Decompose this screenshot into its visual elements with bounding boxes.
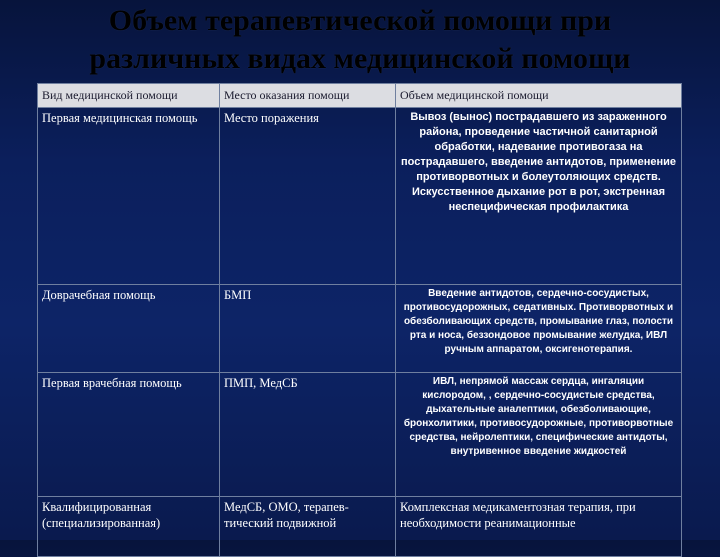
header-care-scope: Объем медицинской помощи	[396, 84, 682, 108]
cell-care-place: МедСБ, ОМО, терапев-тический подвижной	[220, 497, 396, 557]
title-line-1: Объем терапевтической помощи при	[108, 4, 612, 37]
cell-care-place: ПМП, МедСБ	[220, 373, 396, 497]
cell-care-scope: Комплексная медикаментозная терапия, при необходимости реанимационные	[396, 497, 682, 557]
cell-care-type: Первая медицинская помощь	[38, 108, 220, 285]
table-header-row	[38, 84, 682, 108]
cell-care-scope: Вывоз (вынос) пострадавшего из зараженного района, проведение частичной санитарной обработки, надевание противогаза на пострадавшего, введение антидотов, применение противорвотных и болеутоляющих средств. Искусственное дыхание рот в рот, экстренная неспецифическая профилактика	[396, 108, 682, 285]
table-row	[38, 373, 682, 497]
cell-care-place: Место поражения	[220, 108, 396, 285]
table-row	[38, 497, 682, 557]
header-care-place: Место оказания помощи	[220, 84, 396, 108]
cell-care-type: Квалифицированная (специализированная)	[38, 497, 220, 557]
slide-title	[0, 2, 720, 78]
table-row	[38, 285, 682, 373]
table-row	[38, 108, 682, 285]
medical-care-table	[37, 83, 682, 557]
title-line-2: различных видах медицинской помощи	[89, 42, 631, 75]
cell-care-scope: ИВЛ, непрямой массаж сердца, ингаляции кислородом, , сердечно-сосудистые средства, дыхательные аналептики, обезболивающие, бронхолитики, противосудорожные, противорвотные средства, нейролептики, специфические антидоты, внутривенное введение жидкостей	[396, 373, 682, 497]
cell-care-place: БМП	[220, 285, 396, 373]
cell-care-type: Доврачебная помощь	[38, 285, 220, 373]
cell-care-type: Первая врачебная помощь	[38, 373, 220, 497]
cell-care-scope: Введение антидотов, сердечно-сосудистых, противосудорожных, седативных. Противорвотных и обезболивающих средств, промывание глаз, полости рта и носа, беззондовое промывание желудка, ИВЛ ручным аппаратом, оксигенотерапия.	[396, 285, 682, 373]
header-care-type: Вид медицинской помощи	[38, 84, 220, 108]
